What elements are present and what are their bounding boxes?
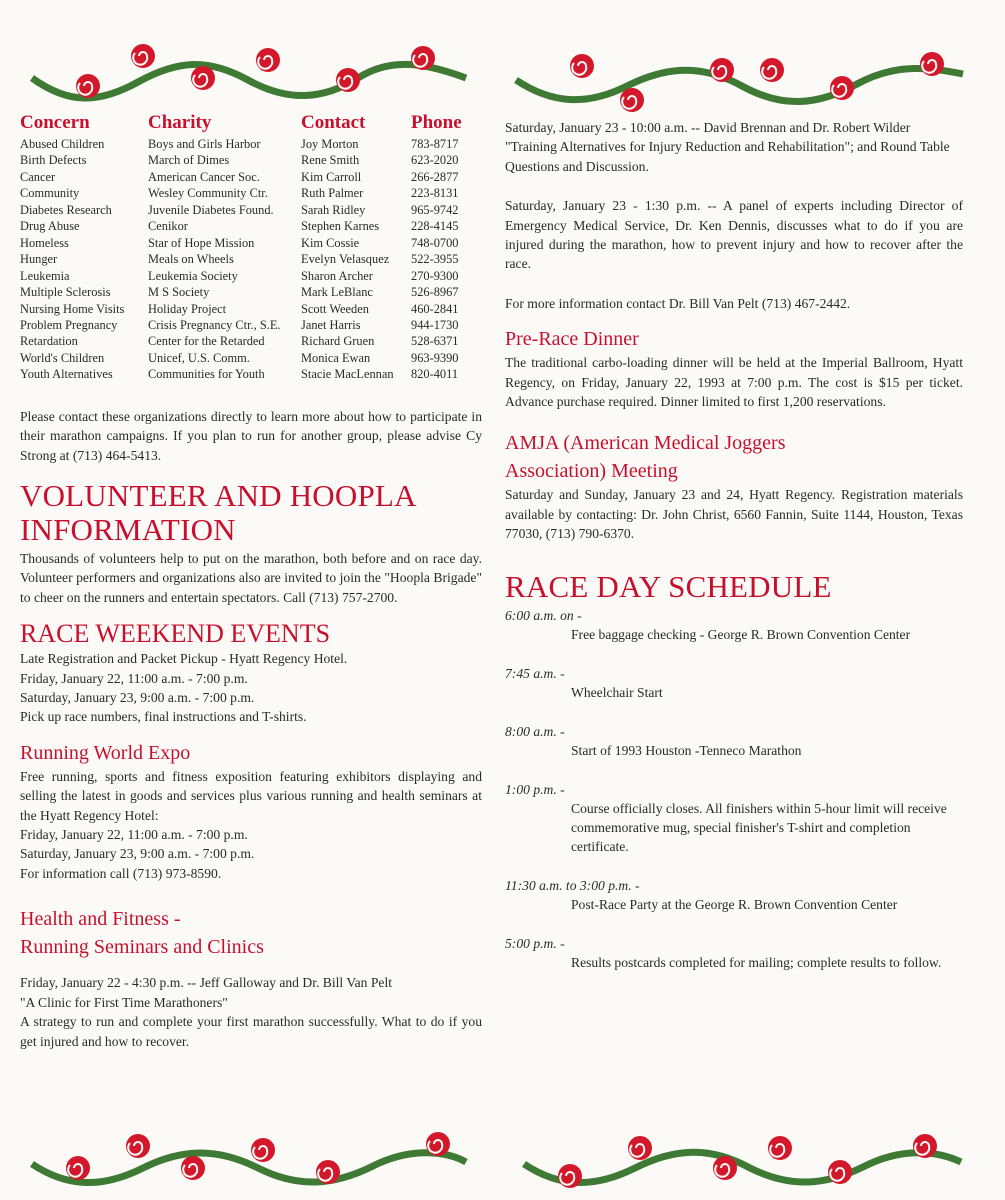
session2-body: "Training Alternatives for Injury Reduction and Rehabilitation"; and Round Table Questions and Discussion. <box>505 139 950 174</box>
weekend-line: Pick up race numbers, final instructions and T-shirts. <box>20 709 307 725</box>
session2-line1: Saturday, January 23 - 10:00 a.m. -- David Brennan and Dr. Robert Wilder <box>505 120 911 135</box>
cell-phone: 223-8131 <box>411 186 459 201</box>
session1-line1: Friday, January 22 - 4:30 p.m. -- Jeff Galloway and Dr. Bill Van Pelt <box>20 975 393 991</box>
cell-concern: Youth Alternatives <box>20 367 113 382</box>
weekend-line: Friday, January 22, 11:00 a.m. - 7:00 p.m. <box>20 670 248 686</box>
cell-contact: Kim Cossie <box>301 235 360 250</box>
table-row <box>20 235 482 251</box>
dinner-heading: Pre-Race Dinner <box>505 328 639 351</box>
cell-phone: 460-2841 <box>411 301 459 316</box>
cell-contact: Mark LeBlanc <box>301 285 373 300</box>
rose-vine-bottom-left <box>28 1128 470 1196</box>
cell-phone: 963-9390 <box>411 350 459 365</box>
cell-contact: Stacie MacLennan <box>301 367 394 382</box>
cell-concern: Cancer <box>20 169 56 184</box>
cell-charity: Boys and Girls Harbor <box>148 137 261 151</box>
rose-vine-top-right <box>512 40 967 116</box>
cell-charity: Holiday Project <box>148 301 227 316</box>
cell-charity: Wesley Community Ctr. <box>148 186 268 201</box>
seminar-contact: For more information contact Dr. Bill Van Pelt (713) 467-2442. <box>505 295 851 311</box>
cell-phone: 266-2877 <box>411 169 459 184</box>
cell-contact: Ruth Palmer <box>301 186 364 201</box>
amja-body: Saturday and Sunday, January 23 and 24, Hyatt Regency. Registration materials available by contacting: Dr. John Christ, 6560 Fannin, Suite 1144, Houston, Texas 77030, (713) 790-6370. <box>505 487 963 542</box>
session3-body: Saturday, January 23 - 1:30 p.m. -- A panel of experts including Director of Emergency Medical Service, Dr. Ken Dennis, discusses what to do if you are injured during the marathon, how to prevent injury and how to recover after the race. <box>505 198 963 272</box>
table-row <box>20 284 482 300</box>
volunteer-body: Thousands of volunteers help to put on the marathon, both before and on race day. Volunteer performers and organizations also are invited to join the "Hoopla Brigade" to cheer on the runners and entertain spectators. Call (713) 757-2700. <box>20 551 482 605</box>
cell-charity: Crisis Pregnancy Ctr., S.E. <box>148 317 281 332</box>
cell-charity: American Cancer Soc. <box>148 169 260 184</box>
cell-phone: 944-1730 <box>411 317 459 332</box>
schedule-item <box>505 606 963 644</box>
expo-line: Saturday, January 23, 9:00 a.m. - 7:00 p.m. <box>20 846 255 862</box>
schedule-heading: RACE DAY SCHEDULE <box>505 568 832 604</box>
cell-phone: 748-0700 <box>411 235 459 250</box>
expo-body: Free running, sports and fitness exposition featuring exhibitors displaying and selling the latest in goods and services plus various running and health seminars at the Hyatt Regency Hotel: <box>20 768 482 823</box>
cell-charity: Leukemia Society <box>148 268 238 283</box>
cell-concern: Retardation <box>20 334 78 349</box>
health-heading-line2: Running Seminars and Clinics <box>20 936 264 959</box>
table-row <box>20 350 482 366</box>
table-row <box>20 251 482 267</box>
cell-concern: Diabetes Research <box>20 202 112 217</box>
schedule-time: 8:00 a.m. - <box>505 723 565 739</box>
cell-phone: 526-8967 <box>411 285 459 300</box>
schedule-time: 5:00 p.m. - <box>505 935 565 951</box>
schedule-description: Course officially closes. All finishers within 5-hour limit will receive commemorative mug, special finisher's T-shirt and completion certificate. <box>571 800 947 854</box>
cell-concern: Drug Abuse <box>20 219 80 234</box>
cell-contact: Stephen Karnes <box>301 219 380 234</box>
schedule-list <box>505 606 963 972</box>
schedule-description: Results postcards completed for mailing; complete results to follow. <box>571 954 942 970</box>
table-row <box>20 218 482 234</box>
schedule-item <box>505 780 963 856</box>
weekend-lines <box>20 649 482 727</box>
cell-charity: Juvenile Diabetes Found. <box>148 202 274 217</box>
header-phone: Phone <box>411 112 462 133</box>
schedule-time: 6:00 a.m. on - <box>505 607 582 623</box>
cell-contact: Evelyn Velasquez <box>301 252 390 267</box>
expo-heading: Running World Expo <box>20 741 191 764</box>
amja-heading-line1: AMJA (American Medical Joggers <box>505 432 786 455</box>
cell-phone: 528-6371 <box>411 334 459 349</box>
cell-concern: World's Children <box>20 350 105 365</box>
cell-concern: Abused Children <box>20 137 105 151</box>
charity-note: Please contact these organizations directly to learn more about how to participate in their marathon campaigns. If you plan to run for another group, please advise Cy Strong at (713) 464-5413. <box>20 408 482 463</box>
cell-concern: Leukemia <box>20 268 70 283</box>
weekend-line: Late Registration and Packet Pickup - Hyatt Regency Hotel. <box>20 651 348 667</box>
cell-contact: Rene Smith <box>301 153 360 168</box>
cell-phone: 228-4145 <box>411 219 459 234</box>
table-row <box>20 152 482 168</box>
table-row <box>20 185 482 201</box>
table-row <box>20 169 482 185</box>
right-column <box>505 118 963 992</box>
charity-table-body <box>20 136 482 383</box>
cell-charity: March of Dimes <box>148 153 230 168</box>
schedule-time: 11:30 a.m. to 3:00 p.m. - <box>505 877 640 893</box>
cell-phone: 965-9742 <box>411 202 459 217</box>
table-row <box>20 317 482 333</box>
expo-line: Friday, January 22, 11:00 a.m. - 7:00 p.m. <box>20 827 248 843</box>
table-row <box>20 202 482 218</box>
cell-concern: Birth Defects <box>20 153 87 168</box>
schedule-time: 1:00 p.m. - <box>505 781 565 797</box>
weekend-line: Saturday, January 23, 9:00 a.m. - 7:00 p.m. <box>20 690 255 706</box>
schedule-item <box>505 664 963 702</box>
cell-concern: Problem Pregnancy <box>20 317 118 332</box>
cell-charity: Unicef, U.S. Comm. <box>148 350 250 365</box>
cell-charity: Communities for Youth <box>148 367 265 382</box>
schedule-description: Start of 1993 Houston -Tenneco Marathon <box>571 742 802 758</box>
session1-line2: "A Clinic for First Time Marathoners" <box>20 994 228 1010</box>
charity-table-header <box>20 112 482 136</box>
cell-concern: Homeless <box>20 235 69 250</box>
dinner-body: The traditional carbo-loading dinner will be held at the Imperial Ballroom, Hyatt Regency, on Friday, January 22, 1993 at 7:00 p.m. The cost is $15 per ticket. Advance purchase required. Dinner limited to first 1,200 reservations. <box>505 355 963 410</box>
table-row <box>20 301 482 317</box>
header-contact: Contact <box>301 112 366 133</box>
weekend-heading: RACE WEEKEND EVENTS <box>20 619 331 649</box>
cell-phone: 270-9300 <box>411 268 459 283</box>
cell-contact: Sarah Ridley <box>301 202 366 217</box>
rose-vine-bottom-right <box>520 1126 965 1196</box>
table-row <box>20 136 482 152</box>
cell-contact: Janet Harris <box>301 317 361 332</box>
cell-contact: Kim Carroll <box>301 169 362 184</box>
health-heading-line1: Health and Fitness - <box>20 908 181 931</box>
cell-charity: Center for the Retarded <box>148 334 265 349</box>
cell-charity: Meals on Wheels <box>148 252 234 267</box>
schedule-item <box>505 934 963 972</box>
schedule-item <box>505 876 963 914</box>
table-row <box>20 333 482 349</box>
cell-concern: Community <box>20 186 80 201</box>
cell-concern: Nursing Home Visits <box>20 301 125 316</box>
table-row <box>20 268 482 284</box>
cell-contact: Richard Gruen <box>301 334 375 349</box>
expo-line: For information call (713) 973-8590. <box>20 865 222 881</box>
amja-heading-line2: Association) Meeting <box>505 460 678 483</box>
table-row <box>20 366 482 382</box>
cell-charity: M S Society <box>148 285 210 300</box>
schedule-time: 7:45 a.m. - <box>505 665 565 681</box>
cell-phone: 623-2020 <box>411 153 459 168</box>
header-charity: Charity <box>148 112 212 133</box>
session1-body: A strategy to run and complete your first marathon successfully. What to do if you get injured and how to recover. <box>20 1014 482 1049</box>
cell-contact: Joy Morton <box>301 137 359 151</box>
schedule-description: Free baggage checking - George R. Brown Convention Center <box>571 626 911 642</box>
rose-vine-top-left <box>28 34 470 110</box>
header-concern: Concern <box>20 112 90 133</box>
cell-phone: 820-4011 <box>411 367 459 382</box>
volunteer-heading: VOLUNTEER AND HOOPLA INFORMATION <box>20 478 415 548</box>
schedule-item <box>505 722 963 760</box>
cell-phone: 783-8717 <box>411 137 459 151</box>
cell-concern: Multiple Sclerosis <box>20 285 111 300</box>
left-column <box>20 112 482 1051</box>
cell-phone: 522-3955 <box>411 252 459 267</box>
schedule-description: Wheelchair Start <box>571 684 663 700</box>
schedule-description: Post-Race Party at the George R. Brown Convention Center <box>571 896 898 912</box>
cell-contact: Monica Ewan <box>301 350 371 365</box>
cell-charity: Star of Hope Mission <box>148 235 255 250</box>
cell-contact: Sharon Archer <box>301 268 373 283</box>
charity-table <box>20 112 482 383</box>
cell-charity: Cenikor <box>148 219 188 234</box>
cell-concern: Hunger <box>20 252 58 267</box>
cell-contact: Scott Weeden <box>301 301 369 316</box>
